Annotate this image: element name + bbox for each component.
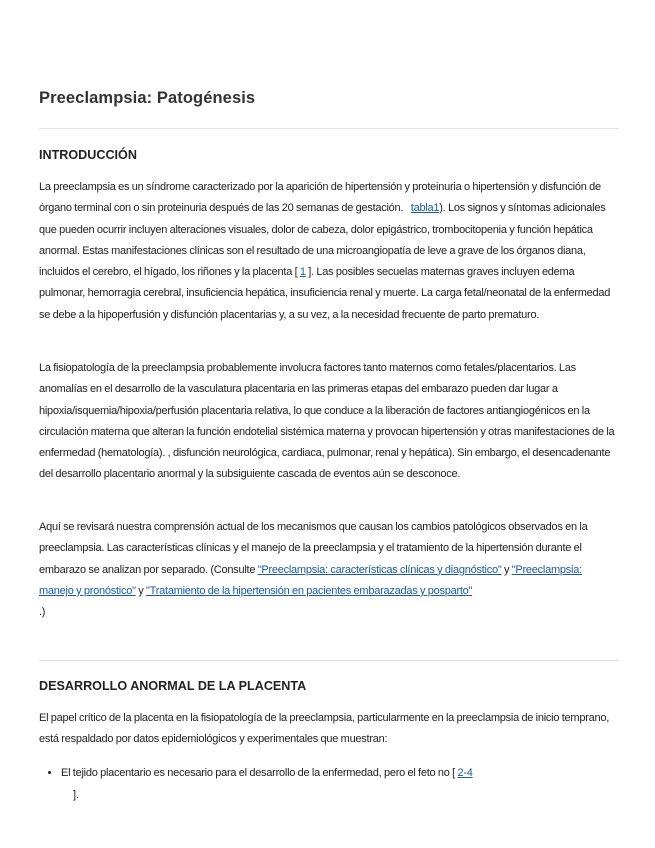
link-preeclampsia-management-part2: manejo y pronóstico"	[39, 584, 136, 597]
tabla1-link[interactable]: tabla1	[410, 202, 440, 215]
page-title: Preeclampsia: Patogénesis	[39, 89, 256, 107]
intro-paragraph-2: La fisiopatología de la preeclampsia probablemente involucra factores tanto maternos como fetales/placentarios. Las anomalías en el desarrollo de la vasculatura placentaria en las primeras etapas del embarazo pueden dar lugar a hipoxia/isquemia/hipoxia/perfusión placentaria relativa, lo que conduce a la liberación de factores antiangiogénicos en la circulación materna que alteran la función endotelial sistémica materna y provocan hipertensión y otras manifestaciones de la enfermedad (hematología). , disfunción neurológica, cardiaca, pulmonar, renal y hepática). Sin embargo, el desencadenante del desarrollo placentario anormal y la subsiguiente cascada de eventos aún se desconoce.	[39, 362, 615, 481]
bullet-1-text: El tejido placentario es necesario para el desarrollo de la enfermedad, pero el feto no [	[61, 767, 455, 779]
intro-p3-text-a: Aquí se revisará nuestra comprensión actual de los mecanismos que causan los cambios patológicos observados en la preeclampsia. Las características clínicas y el manejo de la preeclampsia y el tratamiento de la hipertensión durante el embarazo se analizan por separado. (Consulte	[39, 521, 588, 576]
link-preeclampsia-management-part1: "Preeclampsia:	[511, 563, 582, 576]
intro-p1-text-b: ). Los signos y síntomas adicionales que pueden ocurrir incluyen alteraciones visuales, dolor de cabeza, dolor epigástrico, trombocitopenia y función hepática anormal. Estas manifestaciones clínicas son el resultado de una microangiopatía de leve a grave de los órganos diana, incluidos el cerebro, el hígado, los riñones y la placenta [	[39, 202, 606, 279]
intro-paragraph-1	[39, 177, 611, 326]
reference-2-4-link[interactable]: 2-4	[457, 767, 473, 779]
intro-p1-text-a: La preeclampsia es un síndrome caracterizado por la aparición de hipertensión y proteinuria o hipertensión y disfunción de órgano terminal con o sin proteinuria después de las 20 semanas de gestación.	[39, 181, 601, 215]
intro-p3-and-1: y	[504, 563, 510, 576]
placenta-paragraph-1: El papel crítico de la placenta en la fisiopatología de la preeclampsia, particularmente en la preeclampsia de inicio temprano, está respaldado por datos epidemiológicos y experimentales que muestran:	[39, 712, 610, 746]
list-item	[61, 763, 561, 784]
link-preeclampsia-clinical[interactable]: "Preeclampsia: características clínicas y diagnóstico"	[257, 563, 502, 576]
intro-p3-and-2: y	[138, 584, 144, 597]
section-divider	[39, 660, 619, 661]
reference-1-link[interactable]: 1	[299, 266, 306, 279]
intro-p3-end: .)	[39, 606, 46, 619]
intro-paragraph-3	[39, 517, 617, 623]
intro-heading: INTRODUCCIÓN	[39, 148, 137, 162]
link-hypertension-treatment[interactable]: "Tratamiento de la hipertensión en pacientes embarazadas y posparto"	[146, 584, 473, 597]
bullet-1-end: ].	[73, 789, 80, 801]
intro-p1-text-c: ]. Las posibles secuelas maternas graves incluyen edema pulmonar, hemorragia cerebral, insuficiencia hepática, insuficiencia renal y muerte. La carga fetal/neonatal de la enfermedad se debe a la hipoperfusión y disfunción placentarias y, a su vez, a la necesidad frecuente de parto prematuro.	[39, 266, 611, 321]
section-heading-placenta: DESARROLLO ANORMAL DE LA PLACENTA	[39, 679, 307, 693]
title-divider	[39, 128, 619, 129]
placenta-bullet-list	[39, 763, 561, 784]
